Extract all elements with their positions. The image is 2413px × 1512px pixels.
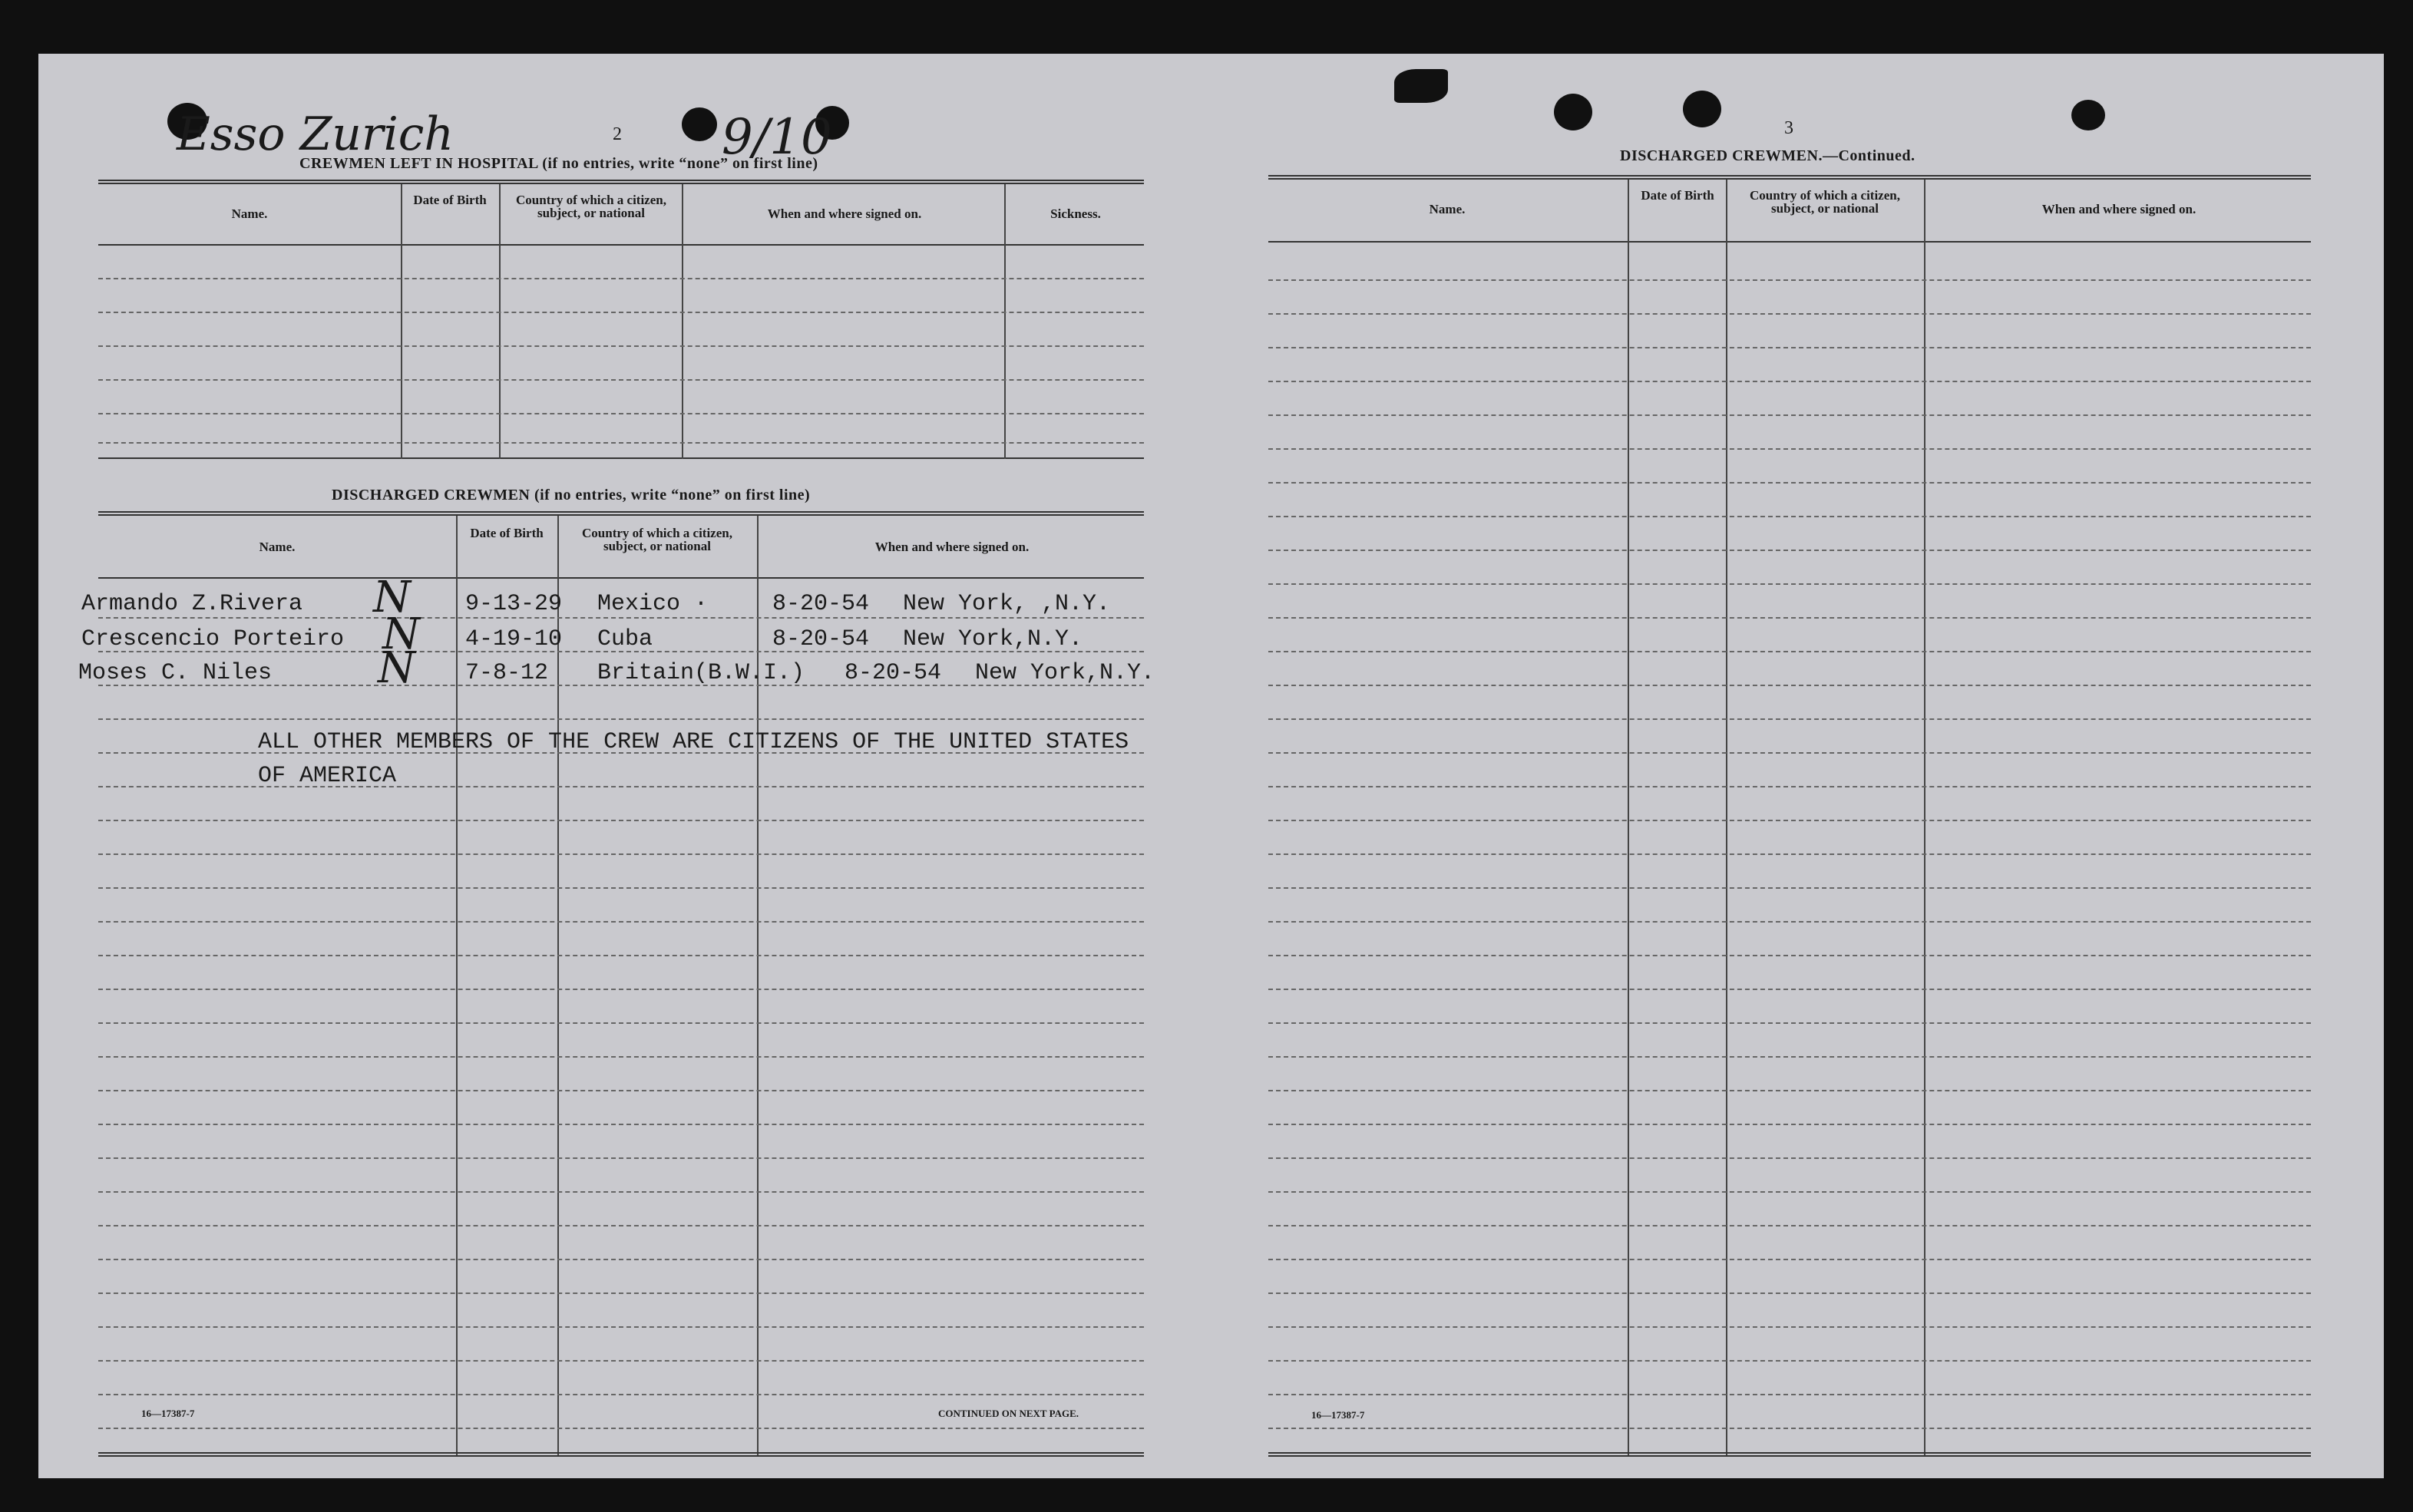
crewman-dob: 7-8-12 xyxy=(465,660,549,686)
entry-line xyxy=(1268,1191,2311,1193)
rule xyxy=(98,1452,1144,1457)
crewman-country: Cuba xyxy=(597,626,653,652)
left-page xyxy=(38,54,1221,1478)
col-header-name: Name. xyxy=(1429,202,1466,216)
entry-line xyxy=(98,1428,1144,1429)
check-mark: N xyxy=(373,573,411,622)
col-header-signed: When and where signed on. xyxy=(767,206,922,221)
entry-line xyxy=(1268,313,2311,315)
col-header-dob: Date of Birth xyxy=(1641,188,1714,203)
col-header-signed: When and where signed on. xyxy=(2041,202,2196,216)
punch-hole xyxy=(682,107,717,141)
rule xyxy=(98,511,1144,516)
entry-line xyxy=(98,413,1144,414)
entry-line xyxy=(1268,853,2311,855)
entry-line xyxy=(1268,583,2311,585)
entry-line xyxy=(98,1326,1144,1328)
rule xyxy=(1268,241,2311,243)
entry-line xyxy=(1268,1157,2311,1159)
signed-on-date: 8-20-54 xyxy=(772,626,870,652)
col-header-name: Name. xyxy=(231,206,268,221)
signed-on-place: New York,N.Y. xyxy=(975,660,1155,686)
column-divider xyxy=(1628,180,1629,1457)
crewman-dob: 9-13-29 xyxy=(465,591,563,617)
column-divider xyxy=(682,184,683,459)
handwritten-ship-name: Esso Zurich xyxy=(177,107,455,161)
entry-line xyxy=(98,853,1144,855)
column-divider xyxy=(401,184,402,459)
entry-line xyxy=(1268,617,2311,619)
col-header-sickness: Sickness. xyxy=(1050,206,1101,221)
col-header-signed: When and where signed on. xyxy=(874,540,1030,554)
signed-on-place: New York,N.Y. xyxy=(903,626,1083,652)
entry-line xyxy=(1268,820,2311,821)
form-number: 16—17387-7 xyxy=(1311,1409,1365,1421)
column-divider xyxy=(1924,180,1925,1457)
entry-line xyxy=(98,1360,1144,1362)
col-header-country: Country of which a citizen, subject, or national xyxy=(582,526,732,553)
entry-line xyxy=(98,1259,1144,1260)
crewman-name: Crescencio Porteiro xyxy=(81,626,345,652)
entry-line xyxy=(98,887,1144,889)
entry-line xyxy=(1268,921,2311,923)
rule xyxy=(98,244,1144,246)
entry-line xyxy=(1268,1056,2311,1058)
entry-line xyxy=(1268,718,2311,720)
signed-on-date: 8-20-54 xyxy=(772,591,870,617)
entry-line xyxy=(98,820,1144,821)
entry-line xyxy=(98,1056,1144,1058)
signed-on-date: 8-20-54 xyxy=(845,660,942,686)
check-mark: N xyxy=(378,643,415,693)
column-divider xyxy=(557,516,559,1455)
entry-line xyxy=(1268,786,2311,787)
entry-line xyxy=(98,955,1144,956)
entry-line xyxy=(1268,887,2311,889)
col-header-name: Name. xyxy=(259,540,296,554)
entry-line xyxy=(98,1090,1144,1091)
entry-line xyxy=(1268,414,2311,416)
crewman-country: Mexico · xyxy=(597,591,709,617)
entry-line xyxy=(98,617,1144,619)
entry-line xyxy=(1268,279,2311,281)
citizenship-note: OF AMERICA xyxy=(258,763,397,789)
column-divider xyxy=(757,516,759,1455)
entry-line xyxy=(98,921,1144,923)
entry-line xyxy=(98,312,1144,313)
entry-line xyxy=(98,1225,1144,1226)
hospital-section-title: CREWMEN LEFT IN HOSPITAL (if no entries, write “none” on first line) xyxy=(299,155,818,172)
entry-line xyxy=(98,1191,1144,1193)
entry-line xyxy=(1268,1360,2311,1362)
page-title: DISCHARGED CREWMEN.—Continued. xyxy=(1620,147,1916,164)
crewman-name: Armando Z.Rivera xyxy=(81,591,303,617)
column-divider xyxy=(499,184,501,459)
column-divider xyxy=(1004,184,1006,459)
entry-line xyxy=(1268,448,2311,450)
punch-hole xyxy=(1683,91,1721,127)
entry-line xyxy=(98,1124,1144,1125)
entry-line xyxy=(98,786,1144,787)
form-number: 16—17387-7 xyxy=(141,1408,195,1419)
entry-line xyxy=(98,1394,1144,1395)
entry-line xyxy=(98,345,1144,347)
check-mark: N xyxy=(382,609,420,659)
rule xyxy=(1268,175,2311,180)
entry-line xyxy=(1268,1428,2311,1429)
signed-on-place: New York, ,N.Y. xyxy=(903,591,1111,617)
entry-line xyxy=(1268,1022,2311,1024)
entry-line xyxy=(1268,1225,2311,1226)
page-number: 3 xyxy=(1784,118,1793,138)
entry-line xyxy=(98,718,1144,720)
rule xyxy=(98,180,1144,184)
entry-line xyxy=(1268,1124,2311,1125)
punch-hole xyxy=(1394,69,1448,103)
col-header-dob: Date of Birth xyxy=(413,193,487,207)
entry-line xyxy=(1268,685,2311,686)
entry-line xyxy=(1268,752,2311,754)
column-divider xyxy=(1726,180,1727,1457)
entry-line xyxy=(1268,651,2311,652)
entry-line xyxy=(1268,1259,2311,1260)
rule xyxy=(1268,1452,2311,1457)
entry-line xyxy=(98,1022,1144,1024)
crewman-dob: 4-19-10 xyxy=(465,626,563,652)
entry-line xyxy=(1268,1090,2311,1091)
entry-line xyxy=(1268,989,2311,990)
entry-line xyxy=(98,1157,1144,1159)
punch-hole xyxy=(2071,100,2105,130)
entry-line xyxy=(98,442,1144,444)
entry-line xyxy=(98,1292,1144,1294)
citizenship-note: ALL OTHER MEMBERS OF THE CREW ARE CITIZENS OF THE UNITED STATES xyxy=(258,729,1129,755)
rule xyxy=(98,577,1144,579)
col-header-country: Country of which a citizen, subject, or national xyxy=(516,193,666,220)
col-header-country: Country of which a citizen, subject, or national xyxy=(1750,188,1900,216)
handwritten-date: 9/10 xyxy=(722,109,832,166)
rule xyxy=(98,457,1144,459)
entry-line xyxy=(1268,516,2311,517)
entry-line xyxy=(98,379,1144,381)
continued-note: CONTINUED ON NEXT PAGE. xyxy=(938,1408,1079,1419)
punch-hole xyxy=(1554,94,1592,130)
entry-line xyxy=(1268,347,2311,348)
col-header-dob: Date of Birth xyxy=(470,526,544,540)
entry-line xyxy=(1268,381,2311,382)
entry-line xyxy=(1268,1292,2311,1294)
entry-line xyxy=(98,278,1144,279)
entry-line xyxy=(1268,482,2311,484)
entry-line xyxy=(1268,1394,2311,1395)
column-divider xyxy=(456,516,458,1455)
entry-line xyxy=(1268,550,2311,551)
entry-line xyxy=(98,989,1144,990)
crewman-name: Moses C. Niles xyxy=(78,660,273,686)
discharged-section-title: DISCHARGED CREWMEN (if no entries, write “none” on first line) xyxy=(332,487,811,503)
entry-line xyxy=(1268,1326,2311,1328)
page-number: 2 xyxy=(613,124,622,144)
right-page xyxy=(1213,54,2384,1478)
entry-line xyxy=(1268,955,2311,956)
crewman-country: Britain(B.W.I.) xyxy=(597,660,805,686)
